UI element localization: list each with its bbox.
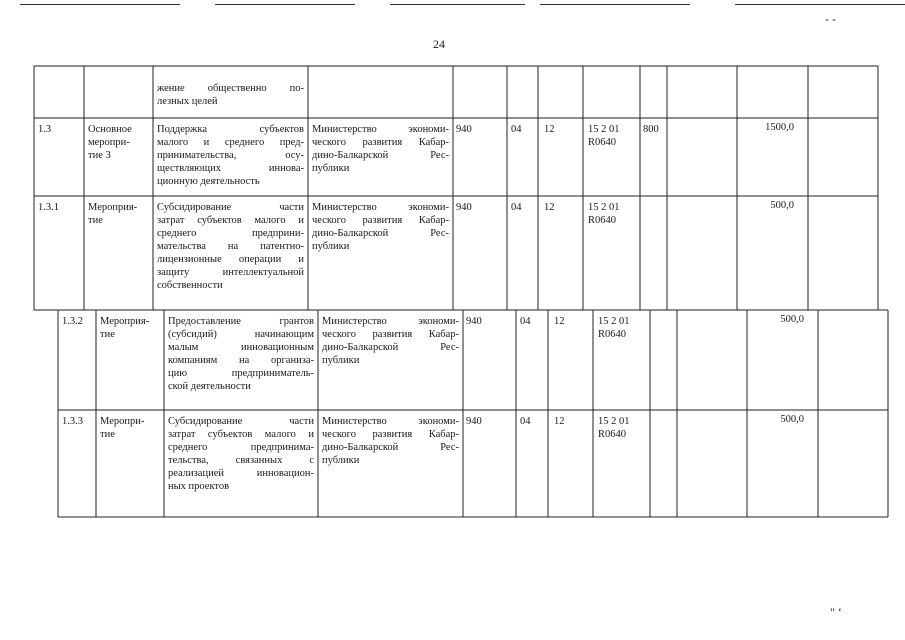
row-target-item-code: 15 2 01 <box>598 416 630 427</box>
row-executor-line: дино-Балкарской Рес- <box>322 342 459 353</box>
row-type <box>100 415 162 441</box>
row-target-item-code-suffix: R0640 <box>588 137 617 148</box>
row-description <box>157 201 304 292</box>
row-executor-line: ческого развития Кабар- <box>312 215 449 226</box>
row-grbs-code: 940 <box>456 202 472 213</box>
row-type-line: Основное <box>88 124 132 135</box>
scan-mark: ‑ ‑ <box>825 12 836 26</box>
row-target-item-code-suffix: R0640 <box>598 429 627 440</box>
row-section-code: 04 <box>511 124 522 135</box>
row-subsection-code: 12 <box>544 202 555 213</box>
row-amount: 1500,0 <box>765 122 794 133</box>
row-target-item-code: 15 2 01 <box>598 316 630 327</box>
row-description-line: принимательства, осу- <box>157 150 304 161</box>
row-description-line: Предоставление грантов <box>168 316 314 327</box>
row-target-item-code-suffix: R0640 <box>598 329 627 340</box>
row-description-line: ционную деятельность <box>157 176 260 187</box>
row-type-line: меропри- <box>88 137 130 148</box>
row-executor-line: дино-Балкарской Рес- <box>322 442 459 453</box>
row-executor <box>312 123 449 175</box>
row-executor-line: Министерство экономи- <box>312 124 449 135</box>
row-description-line: лицензионные операции и <box>157 254 304 265</box>
row-subsection-code: 12 <box>554 416 565 427</box>
row-type-line: тие <box>100 429 115 440</box>
row-target-item-code-suffix: R0640 <box>588 215 617 226</box>
row-target-item-code: 15 2 01 <box>588 202 620 213</box>
row-description-line: (субсидий) начинающим <box>168 329 314 340</box>
row-description-line: среднего предприни- <box>157 228 304 239</box>
row-description <box>168 415 314 493</box>
row-section-code: 04 <box>511 202 522 213</box>
row-type-line: тие 3 <box>88 150 111 161</box>
row-type <box>88 123 151 162</box>
row-section-code: 04 <box>520 316 531 327</box>
row-description-line: ществляющих иннова- <box>157 163 304 174</box>
row-grbs-code: 940 <box>456 124 472 135</box>
row-amount: 500,0 <box>780 314 804 325</box>
row-executor-line: дино-Балкарской Рес- <box>312 228 449 239</box>
row-executor-line: публики <box>312 241 350 252</box>
row-executor <box>312 201 449 253</box>
scan-mark: " ‘ <box>830 605 842 619</box>
row-description-line: цию предприниматель- <box>168 368 314 379</box>
row-executor-line: Министерство экономи- <box>322 416 459 427</box>
row-type-line: тие <box>88 215 103 226</box>
row-description-line: компаниям на организа- <box>168 355 314 366</box>
row-grbs-code: 940 <box>466 416 482 427</box>
row-description-line: Субсидирование части <box>168 416 314 427</box>
row-executor-line: Министерство экономи- <box>322 316 459 327</box>
row-type <box>88 201 151 227</box>
continued-description <box>157 82 304 108</box>
row-target-item-code: 15 2 01 <box>588 124 620 135</box>
row-number: 1.3.2 <box>62 316 83 327</box>
row-number: 1.3.1 <box>38 202 59 213</box>
row-subsection-code: 12 <box>544 124 555 135</box>
row-executor-line: ческого развития Кабар- <box>312 137 449 148</box>
row-amount: 500,0 <box>780 414 804 425</box>
row-executor <box>322 315 459 367</box>
row-executor-line: Министерство экономи- <box>312 202 449 213</box>
row-amount: 500,0 <box>770 200 794 211</box>
row-section-code: 04 <box>520 416 531 427</box>
row-description-line: Поддержка субъектов <box>157 124 304 135</box>
row-description-line: малого и среднего пред- <box>157 137 304 148</box>
row-description <box>157 123 304 188</box>
row-executor-line: публики <box>322 355 360 366</box>
row-type-line: Мероприя- <box>100 316 150 327</box>
row-description-line: защиту интеллектуальной <box>157 267 304 278</box>
row-executor <box>322 415 459 467</box>
row-type <box>100 315 162 341</box>
row-description-line: ных проектов <box>168 481 230 492</box>
page-number: 24 <box>433 37 445 51</box>
row-description-line: затрат субъектов малого и <box>157 215 304 226</box>
row-description-line: ской деятельности <box>168 381 251 392</box>
row-description-line: тельства, связанных с <box>168 455 314 466</box>
row-description-line: среднего предпринима- <box>168 442 314 453</box>
row-description-line: малым инновационным <box>168 342 314 353</box>
continued-description-line: жение общественно по- <box>157 83 304 94</box>
row-number: 1.3 <box>38 124 52 135</box>
row-type-line: тие <box>100 329 115 340</box>
row-subsection-code: 12 <box>554 316 565 327</box>
row-expense-type-code: 800 <box>643 124 659 135</box>
continued-description-line: лезных целей <box>157 96 218 107</box>
row-executor-line: публики <box>312 163 350 174</box>
row-executor-line: ческого развития Кабар- <box>322 329 459 340</box>
row-description-line: реализацией инновацион- <box>168 468 314 479</box>
row-description-line: мательства на патентно- <box>157 241 304 252</box>
row-type-line: Меропри- <box>100 416 145 427</box>
row-description-line: затрат субъектов малого и <box>168 429 314 440</box>
row-grbs-code: 940 <box>466 316 482 327</box>
row-type-line: Мероприя- <box>88 202 138 213</box>
row-executor-line: дино-Балкарской Рес- <box>312 150 449 161</box>
row-executor-line: ческого развития Кабар- <box>322 429 459 440</box>
row-description-line: собственности <box>157 280 223 291</box>
row-description <box>168 315 314 393</box>
row-executor-line: публики <box>322 455 360 466</box>
row-description-line: Субсидирование части <box>157 202 304 213</box>
row-number: 1.3.3 <box>62 416 83 427</box>
